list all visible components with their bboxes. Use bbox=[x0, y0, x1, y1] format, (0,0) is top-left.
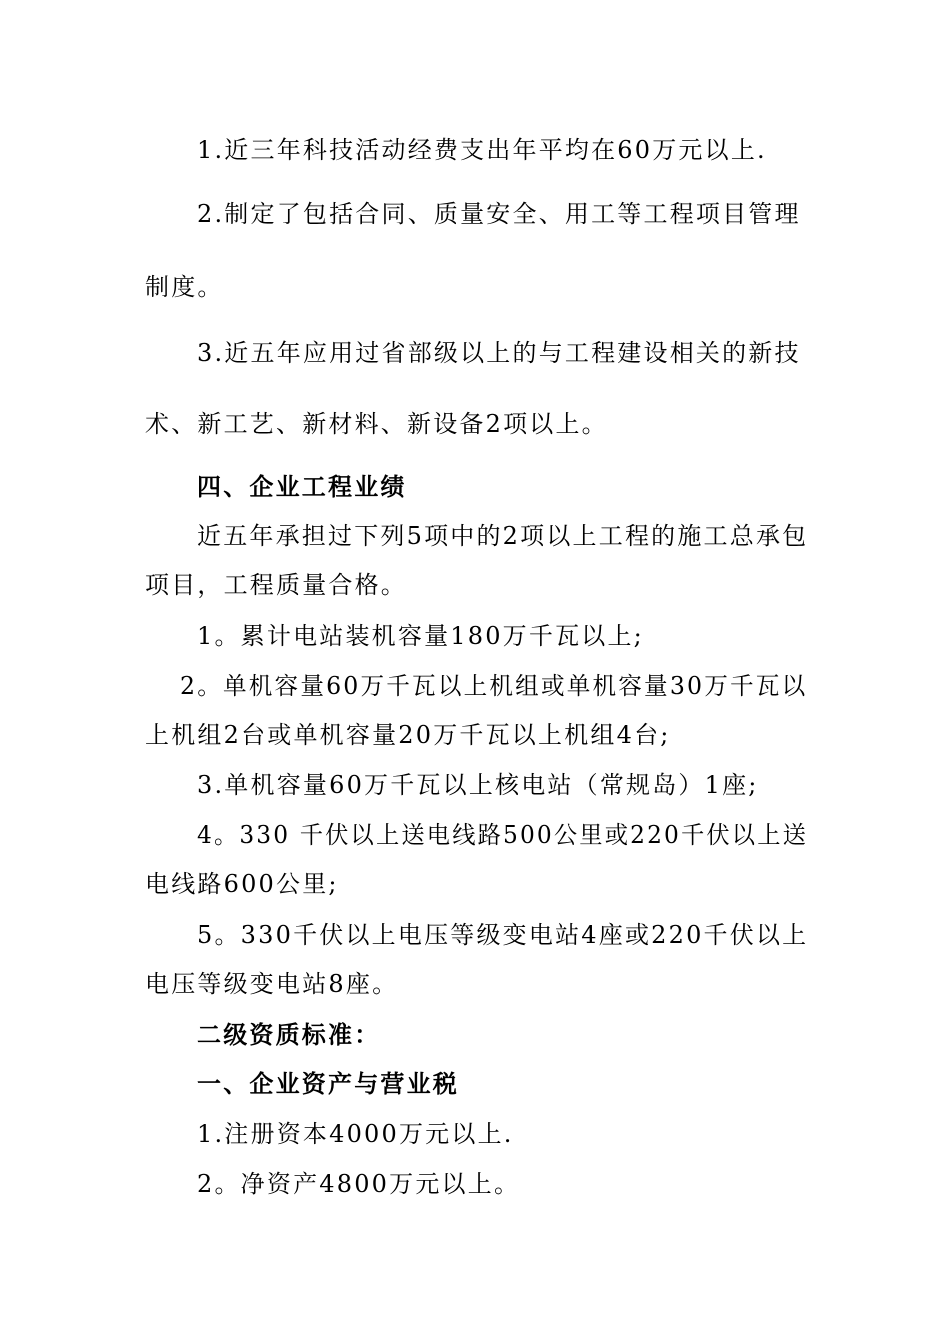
paragraph-line: 2.制定了包括合同、质量安全、用工等工程项目管理 bbox=[197, 200, 801, 228]
paragraph-line: 1.近三年科技活动经费支出年平均在60万元以上. bbox=[197, 136, 767, 164]
paragraph-line: 术、新工艺、新材料、新设备2项以上。 bbox=[145, 410, 608, 438]
list-item: 5。330千伏以上电压等级变电站4座或220千伏以上 bbox=[197, 921, 809, 949]
list-item: 3.单机容量60万千瓦以上核电站（常规岛）1座; bbox=[197, 771, 759, 799]
list-item: 1.注册资本4000万元以上. bbox=[197, 1120, 514, 1148]
paragraph-line: 上机组2台或单机容量20万千瓦以上机组4台; bbox=[145, 721, 671, 749]
section-heading: 四、企业工程业绩 bbox=[197, 473, 407, 501]
list-item: 2。净资产4800万元以上。 bbox=[197, 1170, 521, 1198]
paragraph-line: 电线路600公里; bbox=[145, 870, 339, 898]
section-heading: 二级资质标准： bbox=[197, 1021, 381, 1049]
paragraph-line: 项目，工程质量合格。 bbox=[145, 571, 407, 599]
list-item: 1。累计电站装机容量180万千瓦以上; bbox=[197, 622, 644, 650]
paragraph-line: 近五年承担过下列5项中的2项以上工程的施工总承包 bbox=[197, 522, 809, 550]
list-item: 2。单机容量60万千瓦以上机组或单机容量30万千瓦以 bbox=[180, 672, 808, 700]
paragraph-line: 电压等级变电站8座。 bbox=[145, 970, 399, 998]
paragraph-line: 制度。 bbox=[145, 273, 224, 301]
paragraph-line: 3.近五年应用过省部级以上的与工程建设相关的新技 bbox=[197, 339, 801, 367]
section-heading: 一、企业资产与营业税 bbox=[197, 1070, 459, 1098]
list-item: 4。330 千伏以上送电线路500公里或220千伏以上送 bbox=[197, 821, 809, 849]
